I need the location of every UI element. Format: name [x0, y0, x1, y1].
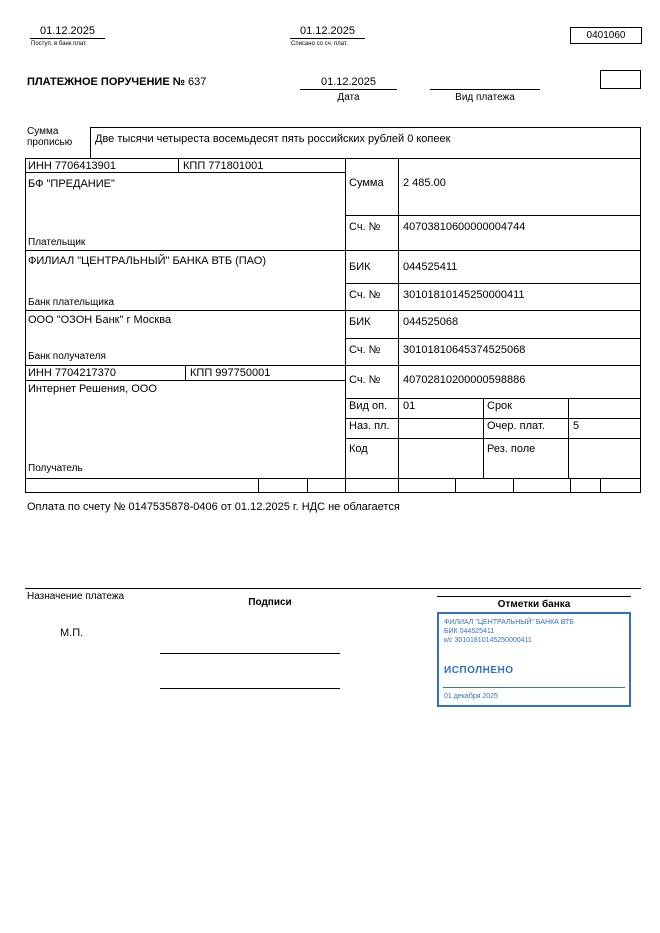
divider: [300, 89, 397, 90]
table-border: [25, 158, 641, 159]
bank-marks-label: Отметки банка: [497, 599, 571, 610]
table-border: [345, 418, 641, 419]
date-label: Дата: [337, 92, 360, 103]
table-border: [345, 158, 346, 492]
payment-type-label: Вид платежа: [455, 92, 515, 103]
payee-bank-account: 30101810645374525068: [403, 344, 526, 356]
amount-words-label-line2: прописью: [27, 137, 73, 148]
stamp-date: 01 декабря 2025: [444, 693, 498, 700]
table-border: [25, 478, 641, 479]
doc-title-label: ПЛАТЕЖНОЕ ПОРУЧЕНИЕ №: [27, 76, 185, 88]
payer-bank-label: Банк плательщика: [28, 297, 115, 308]
payee-bank-bik: 044525068: [403, 316, 459, 328]
strip-divider: [258, 478, 259, 492]
priority-value: 5: [573, 420, 580, 432]
pay-purpose-label: Наз. пл.: [349, 420, 390, 432]
strip-divider: [455, 478, 456, 492]
table-border: [25, 250, 641, 251]
payer-bank-bik: 044525411: [403, 261, 458, 273]
payer-bank-account: 30101810145250000411: [403, 289, 525, 301]
divider: [30, 38, 105, 39]
divider: [25, 588, 641, 589]
table-border: [483, 398, 484, 478]
table-border: [25, 365, 641, 366]
divider: [430, 89, 540, 90]
stamp-status: ИСПОЛНЕНО: [444, 665, 514, 676]
seal-place-label: М.П.: [60, 627, 84, 639]
received-date: 01.12.2025: [39, 25, 96, 37]
signature-line: [160, 688, 340, 689]
payer-bank-account-label: Сч. №: [349, 289, 381, 301]
table-border: [345, 215, 641, 216]
payer-account-label: Сч. №: [349, 221, 381, 233]
payer-bank-bik-label: БИК: [349, 261, 371, 273]
form-code: 0401060: [586, 30, 626, 41]
table-border: [345, 283, 641, 284]
debited-date: 01.12.2025: [299, 25, 356, 37]
reserve-label: Рез. поле: [487, 443, 536, 455]
purpose-label: Назначение платежа: [27, 591, 125, 602]
term-label: Срок: [487, 400, 512, 412]
stamp-bank-name: ФИЛИАЛ "ЦЕНТРАЛЬНЫЙ" БАНКА ВТБ: [444, 619, 574, 626]
divider: [437, 596, 631, 597]
payee-name: Интернет Решения, ООО: [28, 383, 157, 395]
table-border: [25, 310, 641, 311]
debited-date-label: Списано со сч. плат.: [291, 41, 348, 47]
strip-divider: [600, 478, 601, 492]
received-date-label: Поступ. в банк плат.: [31, 41, 87, 47]
table-border: [25, 492, 641, 493]
table-border: [568, 398, 569, 478]
table-border: [185, 365, 186, 380]
stamp-bik: БИК 044525411: [444, 628, 495, 635]
doc-number: 637: [188, 76, 207, 88]
payee-bank-label: Банк получателя: [28, 351, 106, 362]
purpose-text: Оплата по счету № 0147535878-0406 от 01.12.2025 г. НДС не облагается: [27, 501, 400, 513]
payee-label: Получатель: [28, 463, 83, 474]
payee-bank-account-label: Сч. №: [349, 344, 381, 356]
amount-words-label-line1: Сумма: [27, 126, 59, 137]
divider: [90, 127, 641, 128]
amount-label: Сумма: [349, 177, 384, 189]
payee-account: 40702810200000598886: [403, 374, 526, 386]
payment-type-box: [600, 70, 641, 89]
table-border: [25, 158, 26, 492]
strip-divider: [513, 478, 514, 492]
table-border: [345, 338, 641, 339]
table-border: [25, 380, 345, 381]
stamp-corr-account: к/с 30101810145250000411: [444, 637, 532, 644]
amount-value: 2 485.00: [403, 177, 446, 189]
signature-line: [160, 653, 340, 654]
doc-date: 01.12.2025: [320, 76, 377, 88]
form-code-box: [570, 27, 642, 44]
table-border: [178, 158, 179, 172]
payee-account-label: Сч. №: [349, 374, 381, 386]
strip-divider: [307, 478, 308, 492]
table-border: [345, 438, 641, 439]
payee-bank-name: ООО "ОЗОН Банк" г Москва: [28, 314, 172, 326]
payer-bank-name: ФИЛИАЛ "ЦЕНТРАЛЬНЫЙ" БАНКА ВТБ (ПАО): [28, 255, 266, 267]
bank-stamp: [437, 612, 631, 707]
stamp-divider: [443, 687, 625, 688]
table-border: [398, 158, 399, 492]
table-border: [345, 398, 641, 399]
op-type-label: Вид оп.: [349, 400, 388, 412]
amount-words-value: Две тысячи четыреста восемьдесят пять российских рублей 0 копеек: [95, 133, 451, 145]
code-label: Код: [349, 443, 368, 455]
payee-bank-bik-label: БИК: [349, 316, 371, 328]
payer-inn: ИНН 7706413901: [28, 160, 117, 172]
op-type-value: 01: [403, 400, 416, 412]
payee-kpp: КПП 997750001: [190, 367, 271, 379]
payer-name: БФ "ПРЕДАНИЕ": [28, 178, 115, 190]
strip-divider: [570, 478, 571, 492]
payer-account: 40703810600000004744: [403, 221, 526, 233]
payer-label: Плательщик: [28, 237, 86, 248]
table-border: [640, 127, 641, 492]
payer-kpp: КПП 771801001: [183, 160, 264, 172]
signatures-label: Подписи: [248, 597, 292, 608]
divider: [90, 127, 91, 158]
doc-title: [27, 76, 206, 89]
priority-label: Очер. плат.: [487, 420, 545, 432]
payee-inn: ИНН 7704217370: [28, 367, 117, 379]
divider: [290, 38, 365, 39]
